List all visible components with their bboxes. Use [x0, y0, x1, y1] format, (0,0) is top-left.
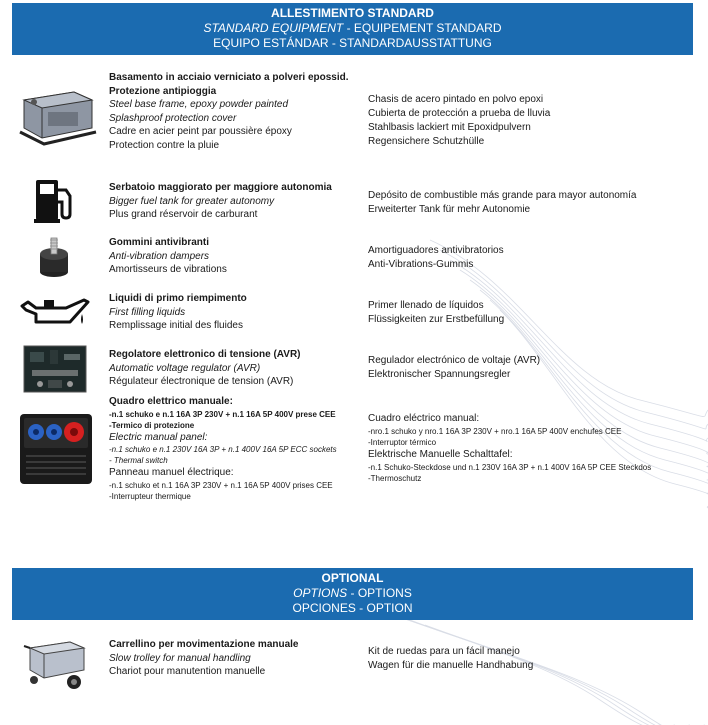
item-es-1: Kit de ruedas para un fácil manejo	[368, 646, 520, 657]
item-de-1: Anti-Vibrations-Gummis	[368, 259, 474, 270]
item-en-1: Bigger fuel tank for greater autonomy	[109, 195, 275, 207]
item-it-line-2: -Termico di protezione	[109, 420, 195, 430]
item-fr-line-2: -Interrupteur thermique	[109, 491, 191, 501]
optional-title: OPTIONAL	[321, 571, 384, 585]
item-title: Regolatore elettronico di tensione (AVR)	[109, 349, 301, 360]
item-es-line-1: -nro.1 schuko y nro.1 16A 3P 230V + nro.1 16A 5P 400V enchufes CEE	[368, 427, 622, 436]
item-fr-1: Plus grand réservoir de carburant	[109, 209, 258, 221]
item-fr-1: Amortisseurs de vibrations	[109, 264, 227, 276]
item-fuel-tank-es-de	[368, 189, 636, 217]
item-en-title: Electric manual panel:	[109, 431, 208, 443]
item-es-1: Chasis de acero pintado en polvo epoxi	[368, 94, 544, 105]
item-fr-1: Cadre en acier peint par poussière époxy	[109, 126, 292, 138]
item-en-1: First filling liquids	[109, 306, 186, 318]
item-es-1: Amortiguadores antivibratorios	[368, 245, 504, 256]
item-title: Carrellino per movimentazione manuale	[109, 639, 299, 650]
control-panel-icon	[18, 412, 94, 486]
item-en-1: Slow trolley for manual handling	[109, 652, 251, 664]
item-de-title: Elektrische Manuelle Schalttafel:	[368, 449, 513, 460]
item-title: Basamento in acciaio verniciato a polveri epossid.	[109, 72, 349, 83]
header-fr: - EQUIPEMENT STANDARD	[343, 21, 502, 35]
oil-can-icon	[18, 292, 90, 334]
item-en-1: Anti-vibration dampers	[109, 250, 210, 262]
optional-en: OPTIONS	[293, 586, 348, 600]
item-avr-es-de	[368, 354, 540, 382]
item-title: Serbatoio maggiorato per maggiore autonomia	[109, 182, 332, 193]
item-dampers	[109, 236, 227, 277]
item-first-filling-es-de	[368, 299, 504, 327]
item-de-1: Erweiterter Tank für mehr Autonomie	[368, 204, 531, 215]
item-en-line-1: -n.1 schuko e n.1 230V 16A 3P + n.1 400V 16A 5P ECC sockets	[109, 445, 337, 455]
item-de-1: Wagen für die manuelle Handhabung	[368, 660, 534, 671]
item-fr-1: Remplissage initial des fluides	[109, 320, 243, 332]
avr-board-icon	[20, 340, 90, 396]
item-en-1: Steel base frame, epoxy powder painted	[109, 99, 288, 111]
item-de-2: Regensichere Schutzhülle	[368, 136, 485, 147]
item-es-2: Cubierta de protección a prueba de lluvia	[368, 108, 551, 119]
optional-fr: - OPTIONS	[347, 586, 412, 600]
item-base-frame-es-de	[368, 93, 550, 149]
optional-header	[12, 568, 693, 620]
optional-es-de: OPCIONES - OPTION	[292, 601, 413, 615]
item-es-1: Primer llenado de líquidos	[368, 300, 484, 311]
header-title: ALLESTIMENTO STANDARD	[271, 6, 434, 20]
item-fr-1: Régulateur électronique de tension (AVR)	[109, 376, 294, 388]
item-fr-1: Chariot pour manutention manuelle	[109, 666, 266, 678]
item-en-line-2: - Thermal switch	[109, 456, 168, 466]
item-de-1: Flüssigkeiten zur Erstbefüllung	[368, 314, 505, 325]
item-es-line-2: -Interruptor térmico	[368, 438, 437, 447]
item-title-2: Protezione antipioggia	[109, 85, 217, 97]
item-it-line-1: -n.1 schuko e n.1 16A 3P 230V + n.1 16A 5P 400V prese CEE	[109, 409, 336, 419]
item-title: Quadro elettrico manuale:	[109, 396, 233, 407]
item-fr-line-1: -n.1 schuko et n.1 16A 3P 230V + n.1 16A 5P 400V prises CEE	[109, 480, 333, 490]
item-en-1: Automatic voltage regulator (AVR)	[109, 362, 261, 374]
item-de-line-2: -Thermoschutz	[368, 474, 422, 483]
header-es-de: EQUIPO ESTÁNDAR - STANDARDAUSSTATTUNG	[213, 36, 492, 50]
item-es-title: Cuadro eléctrico manual:	[368, 413, 480, 424]
item-title: Gommini antivibranti	[109, 237, 210, 248]
header-en: STANDARD EQUIPMENT	[203, 21, 344, 35]
item-de-1: Stahlbasis lackiert mit Epoxidpulvern	[368, 122, 531, 133]
trolley-icon	[20, 636, 90, 692]
item-fuel-tank	[109, 181, 332, 222]
item-fr-title: Panneau manuel électrique:	[109, 467, 234, 479]
item-trolley-es-de	[368, 645, 533, 673]
item-en-2: Splashproof protection cover	[109, 112, 237, 124]
damper-icon	[34, 232, 74, 280]
base-frame-icon	[14, 80, 100, 150]
item-control-panel-es-de	[368, 412, 664, 484]
fuel-pump-icon	[32, 176, 76, 224]
item-de-line-1: -n.1 Schuko-Steckdose und n.1 230V 16A 3P + n.1 400V 16A 5P CEE Steckdos	[368, 463, 652, 472]
item-de-1: Elektronischer Spannungsregler	[368, 369, 511, 380]
item-trolley	[109, 638, 299, 679]
item-base-frame	[109, 71, 349, 153]
item-avr	[109, 348, 301, 389]
item-fr-2: Protection contre la pluie	[109, 139, 220, 151]
standard-equipment-header	[12, 3, 693, 55]
item-control-panel	[109, 395, 337, 502]
item-es-1: Regulador electrónico de voltaje (AVR)	[368, 355, 541, 366]
item-es-1: Depósito de combustible más grande para mayor autonomía	[368, 190, 637, 201]
item-first-filling	[109, 292, 247, 333]
item-dampers-es-de	[368, 244, 504, 272]
item-title: Liquidi di primo riempimento	[109, 293, 247, 304]
